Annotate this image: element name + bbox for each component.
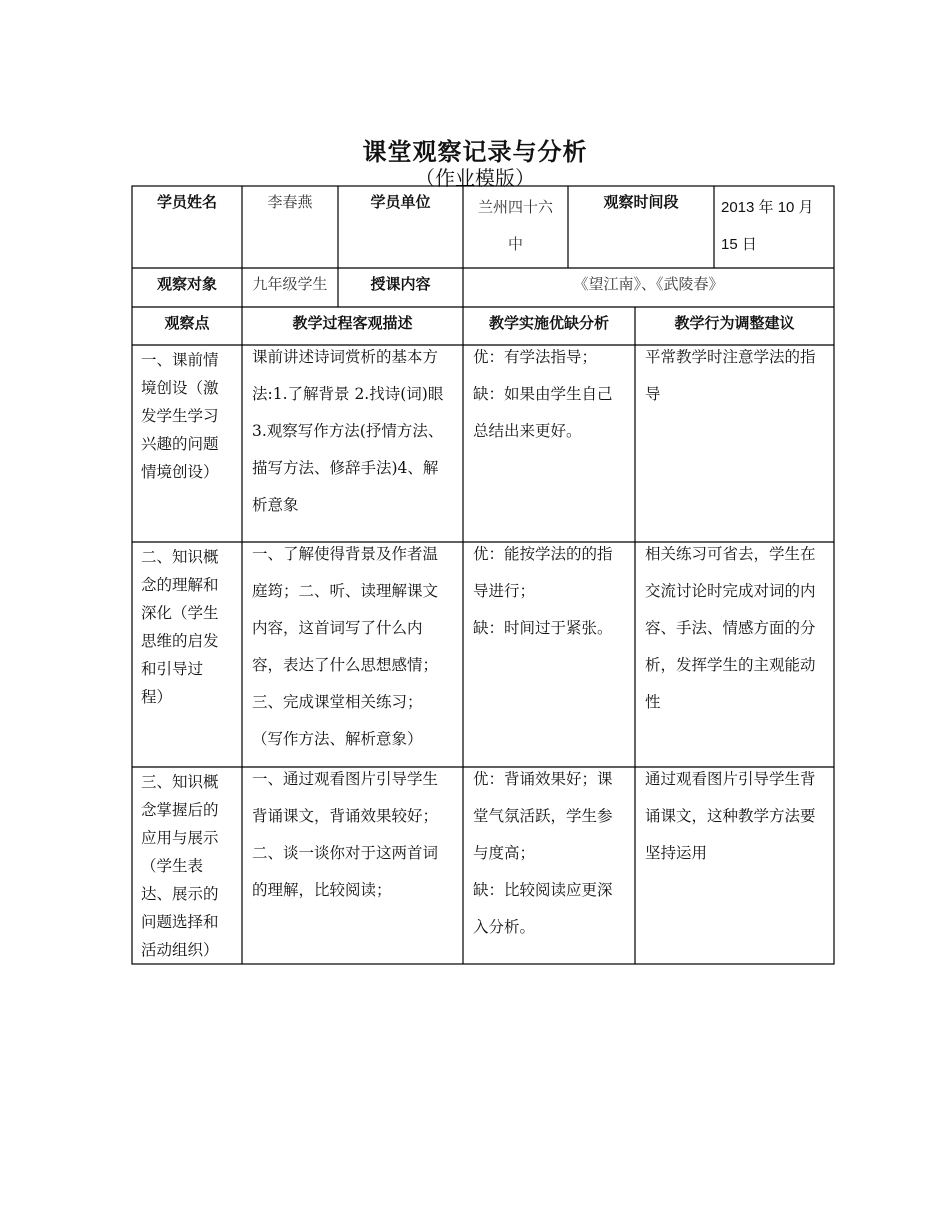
row-1-analysis: 优：有学法指导； 缺：如果由学生自己 总结出来更好。 — [473, 348, 613, 440]
column-header-process-description: 教学过程客观描述 — [292, 314, 413, 332]
observation-time-value — [714, 189, 834, 263]
row-2-observation-point: 二、知识概 念的理解和 深化（学生 思维的启发 和引导过 程） — [141, 548, 219, 706]
student-name-label: 学员姓名 — [156, 193, 217, 211]
row-1-description: 课前讲述诗词赏析的基本方 法:1.了解背景 2.找诗(词)眼 3.观察写作方法(抒情方法、 描写方法、修辞手法)4、解 析意象 — [252, 348, 444, 514]
row-2-suggestion: 相关练习可省去，学生在 交流讨论时完成对词的内 容、手法、情感方面的分 析，发挥学生的主观能动 性 — [645, 545, 816, 711]
student-unit-line2: 中 — [507, 235, 523, 253]
student-unit-label: 学员单位 — [370, 193, 431, 211]
row-1-observation-point: 一、课前情 境创设（激 发学生学习 兴趣的问题 情境创设） — [141, 351, 219, 481]
row-1-suggestion: 平常教学时注意学法的指 导 — [645, 348, 816, 403]
row-3-analysis: 优：背诵效果好；课 堂气氛活跃，学生参 与度高； 缺：比较阅读应更深 入分析。 — [473, 770, 613, 936]
lesson-content-label: 授课内容 — [370, 275, 431, 293]
student-name-value: 李春燕 — [267, 193, 313, 211]
lesson-content-value: 《望江南》、《武陵春》 — [573, 275, 724, 293]
row-2-description: 一、了解使得背景及作者温 庭筠；二、听、读理解课文 内容，这首词写了什么内 容，表达了什么思想感情； 三、完成课堂相关练习； （写作方法、解析意象） — [252, 545, 439, 748]
row-3-description: 一、通过观看图片引导学生 背诵课文，背诵效果较好； 二、谈一谈你对于这两首词 的理解，比较阅读； — [252, 770, 439, 899]
document-subtitle: （作业模版） — [415, 166, 535, 190]
observation-time-label: 观察时间段 — [603, 193, 679, 211]
student-unit-line1: 兰州四十六 — [477, 198, 553, 216]
column-header-suggestion: 教学行为调整建议 — [674, 314, 795, 332]
observation-time-line1: 2013 年 10 月 — [721, 199, 814, 216]
observation-time-line2: 15 日 — [721, 236, 757, 253]
observation-object-label: 观察对象 — [156, 275, 217, 293]
document-title: 课堂观察记录与分析 — [362, 137, 588, 166]
row-3-observation-point: 三、知识概 念掌握后的 应用与展示 （学生表 达、展示的 问题选择和 活动组织） — [141, 773, 219, 959]
row-2-analysis: 优：能按学法的的指 导进行； 缺：时间过于紧张。 — [473, 545, 613, 637]
column-header-analysis: 教学实施优缺分析 — [488, 314, 609, 332]
student-unit-value — [463, 189, 568, 263]
column-header-observation-point: 观察点 — [164, 314, 210, 332]
observation-object-value: 九年级学生 — [252, 275, 328, 293]
row-3-suggestion: 通过观看图片引导学生背 诵课文，这种教学方法要 坚持运用 — [645, 770, 816, 862]
